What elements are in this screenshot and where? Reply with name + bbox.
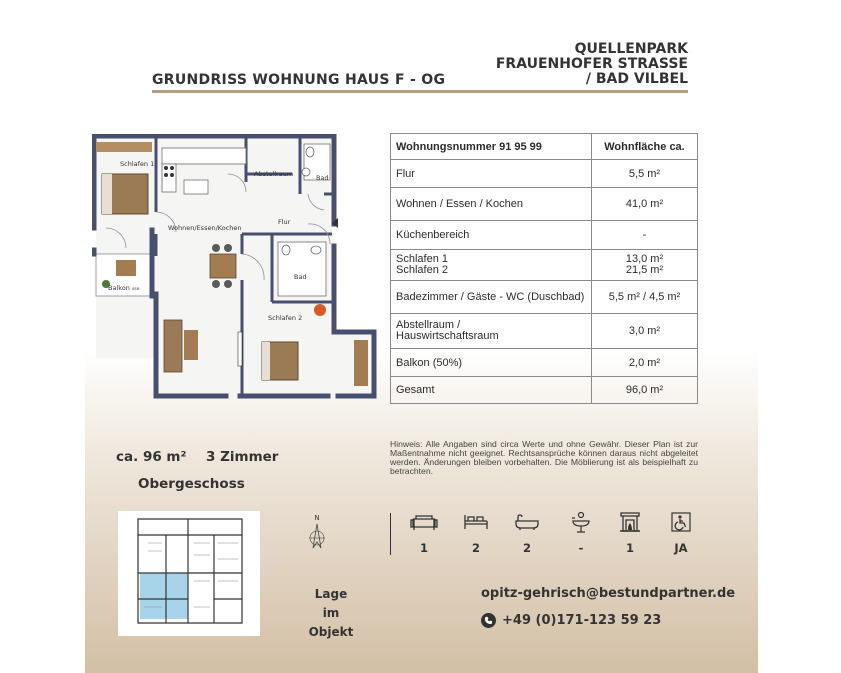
row-value-line-2: 21,5 m² [625, 264, 664, 276]
fireplace-icon [619, 511, 641, 533]
table-row [391, 188, 698, 221]
compass-north-icon [305, 512, 329, 552]
project-address [496, 42, 688, 87]
label-balkon-tag: sse [132, 287, 140, 292]
table-row [391, 281, 698, 314]
bed-icon [463, 513, 489, 531]
label-abstellraum: Abstellraum [254, 170, 294, 178]
wheelchair-icon [671, 512, 691, 532]
row-value: 2,0 m² [592, 349, 698, 377]
fact-floor: Obergeschoss [138, 476, 245, 492]
row-label: Balkon (50%) [391, 349, 592, 377]
row-value: 41,0 m² [592, 188, 698, 221]
table-row [391, 221, 698, 250]
fact-rooms: 3 Zimmer [206, 449, 279, 465]
label-flur: Flur [278, 218, 291, 226]
floor-plan [92, 134, 378, 399]
row-value: - [592, 221, 698, 250]
feature-value: 2 [522, 541, 531, 555]
table-header-row [391, 134, 698, 160]
area-table [390, 133, 698, 404]
feature-value: JA [674, 541, 688, 555]
bathtub-icon [514, 513, 540, 531]
label-schlafen-1: Schlafen 1 [120, 160, 155, 168]
row-label-line-2: Schlafen 2 [396, 264, 448, 276]
row-value: 5,5 m² / 4,5 m² [592, 281, 698, 314]
table-row [391, 160, 698, 188]
project-city: / BAD VILBEL [585, 71, 688, 87]
feature-sofa [404, 511, 444, 555]
row-label: Flur [391, 160, 592, 188]
row-value [592, 250, 698, 281]
row-value: 5,5 m² [592, 160, 698, 188]
disclaimer-note: Hinweis: Alle Angaben sind circa Werte und ohne Gewähr. Dieser Plan ist zur Maßentnahme nicht geeignet. Rechtsansprüche können daraus nicht abgeleitet werden. Änderungen bleiben vorbehalten. Die Möblierung ist als beispielhaft zu betrachten. [390, 439, 698, 476]
table-row-total [391, 377, 698, 404]
location-label [302, 585, 360, 642]
fact-area: ca. 96 m² [116, 449, 187, 465]
label-wohnen: Wohnen/Essen/Kochen [168, 224, 242, 232]
lage-line-1: Lage [314, 587, 348, 601]
feature-fireplace [610, 511, 650, 555]
row-label: Gesamt [391, 377, 592, 404]
row-label-line-1: Abstellraum / [396, 319, 461, 331]
feature-washing-basin [561, 511, 601, 555]
row-value: 96,0 m² [592, 377, 698, 404]
feature-bed [456, 511, 496, 555]
row-label [391, 250, 592, 281]
site-plan-drawing [118, 511, 260, 636]
phone-icon [481, 613, 496, 628]
label-balkon: Balkon [108, 284, 130, 292]
contact-email[interactable] [481, 586, 735, 601]
feature-value: - [578, 541, 584, 555]
row-label: Küchenbereich [391, 221, 592, 250]
row-value: 3,0 m² [592, 314, 698, 349]
feature-value: 1 [419, 541, 428, 555]
feature-wheelchair [661, 511, 701, 555]
table-row [391, 250, 698, 281]
page-title: GRUNDRISS WOHNUNG HAUS F - OG [152, 72, 446, 88]
lage-line-3: Objekt [308, 625, 354, 639]
table-header-area: Wohnfläche ca. [592, 134, 698, 160]
table-header-apartment-number: Wohnungsnummer 91 95 99 [391, 134, 592, 160]
row-label [391, 314, 592, 349]
row-label-line-1: Schlafen 1 [396, 253, 448, 265]
features-divider [390, 513, 391, 555]
table-row [391, 349, 698, 377]
row-label: Badezimmer / Gäste - WC (Duschbad) [391, 281, 592, 314]
contact-email-text[interactable]: opitz-gehrisch@bestundpartner.de [481, 586, 736, 601]
project-name: QUELLENPARK [574, 41, 688, 57]
contact-phone-text[interactable]: +49 (0)171-123 59 23 [502, 613, 662, 628]
row-label-line-2: Hauswirtschaftsraum [396, 330, 499, 342]
row-value-line-1: 13,0 m² [625, 253, 664, 265]
row-label: Wohnen / Essen / Kochen [391, 188, 592, 221]
feature-value: 1 [625, 541, 634, 555]
label-bad-top: Bad [316, 174, 329, 182]
compass-letter: N [314, 514, 320, 522]
sofa-icon [409, 513, 439, 531]
washing-basin-icon [570, 511, 592, 533]
label-schlafen-2: Schlafen 2 [268, 314, 303, 322]
title-underline [152, 90, 688, 93]
table-row [391, 314, 698, 349]
site-plan [118, 511, 260, 636]
feature-bathtub [507, 511, 547, 555]
project-street: FRAUENHOFER STRASSE [495, 56, 688, 72]
feature-value: 2 [471, 541, 480, 555]
lage-line-2: im [322, 606, 340, 620]
contact-phone[interactable] [481, 613, 661, 628]
label-bad: Bad [294, 273, 307, 281]
